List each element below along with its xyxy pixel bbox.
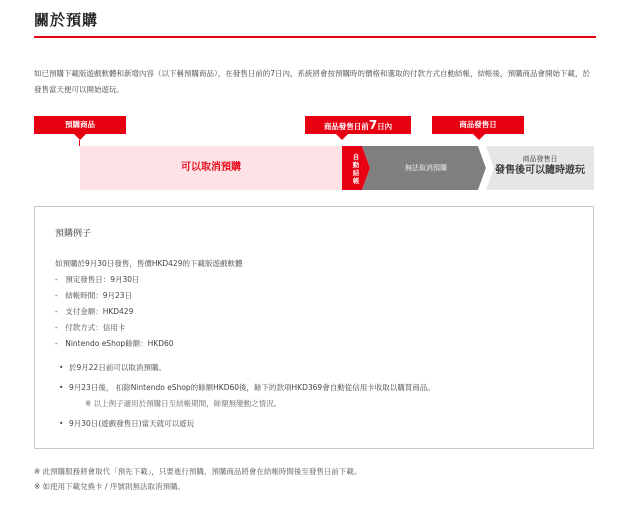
band-auto-char-2: 動 bbox=[352, 160, 360, 169]
example-line: - 付款方式：信用卡 bbox=[55, 323, 126, 332]
label-7days-number: 7 bbox=[368, 118, 378, 132]
band-final-label bbox=[490, 154, 590, 178]
band-auto-char-3: 結 bbox=[352, 168, 360, 177]
example-line: - 結帳時間：9月23日 bbox=[55, 291, 133, 300]
band-auto-char-4: 帳 bbox=[352, 176, 360, 185]
bullet-note: ※ 以上例子適用於預購日至結帳期間，餘額無變動之情況。 bbox=[85, 399, 282, 408]
footnote: ※ 如使用下載兌換卡 / 序號則無法取消預購。 bbox=[34, 482, 185, 491]
label-release-text: 商品發售日 bbox=[459, 120, 497, 129]
band-auto-label bbox=[342, 147, 370, 190]
bullet-dot-icon: • bbox=[59, 419, 64, 428]
example-line: - 支付金額：HKD429 bbox=[55, 307, 134, 316]
page-title: 關於預購 bbox=[34, 11, 99, 29]
example-line: - Nintendo eShop餘額：HKD60 bbox=[55, 339, 174, 348]
footnotes bbox=[34, 464, 361, 494]
bullet-item bbox=[55, 380, 575, 396]
band-final-main: 發售後可以隨時遊玩 bbox=[495, 165, 585, 176]
label-7days-suffix: 日內 bbox=[377, 122, 393, 131]
bullet-item bbox=[55, 416, 575, 432]
bullet-text: 9月23日後， 扣除Nintendo eShop的餘額HKD60後，餘下的款項HKD369會自動從信用卡收取以購買商品。 bbox=[69, 383, 435, 392]
bullet-dot-icon: • bbox=[59, 383, 64, 392]
label-preorder-text: 預購商品 bbox=[65, 120, 95, 129]
example-line: 如預購於9月30日發售，售價HKD429的下載版遊戲軟體 bbox=[55, 259, 243, 268]
band-auto-char-1: 自 bbox=[352, 152, 360, 161]
band-cancel-label: 可以取消預購 bbox=[181, 162, 241, 173]
band-final-sub: 商品發售日 bbox=[522, 155, 558, 163]
band-no-cancel-label: 無法取消預購 bbox=[405, 164, 447, 172]
label-7days-prefix: 商品發售日前 bbox=[323, 122, 369, 131]
example-line: - 預定發售日：9月30日 bbox=[55, 275, 140, 284]
example-title: 預購例子 bbox=[55, 229, 92, 239]
footnote: ※ 此預購服務將會取代「預先下載」，只要進行預購，預購商品將會在結帳時間後至發售日前下載。 bbox=[34, 467, 362, 476]
intro-text: 如已預購下載版遊戲軟體和新增內容（以下稱預購商品），在發售日前的7日內，系統將會按預購時的價格和選取的付款方式自動結帳，結帳後，預購商品會開始下載，於發售當天便可以開始遊玩。 bbox=[34, 69, 591, 94]
example-bullets bbox=[55, 360, 575, 432]
bullet-dot-icon: • bbox=[59, 363, 64, 372]
bullet-text: 9月30日(遊戲發售日)當天就可以遊玩 bbox=[69, 419, 195, 428]
bullet-text: 於9月22日前可以取消預購。 bbox=[69, 363, 166, 372]
bullet-item bbox=[55, 360, 575, 376]
example-details bbox=[55, 256, 242, 352]
